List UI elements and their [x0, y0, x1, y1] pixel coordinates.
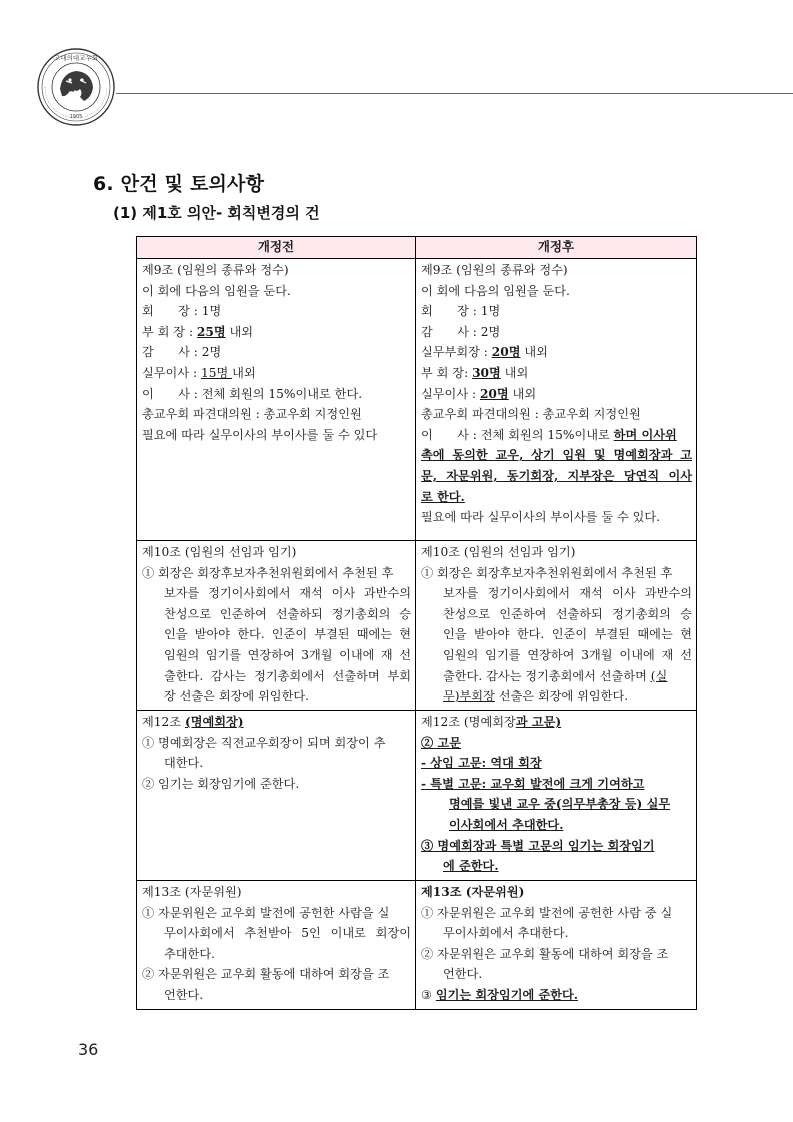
- agenda-subtitle: (1) 제1호 의안- 회칙변경의 건: [113, 204, 320, 222]
- page-number: 36: [78, 1040, 99, 1059]
- changed-text-line: ③ 임기는 회장임기에 준한다.: [421, 987, 579, 1002]
- text-line: 무)부회장 선출은 회장에 위임한다.: [443, 689, 629, 704]
- changed-text-line: 촉에 동의한 교우, 상기 임원 및 명예회장과 고: [421, 448, 692, 463]
- changed-value: 20명: [479, 386, 509, 401]
- text-line: 찬성으로 인준하여 선출하되 정기총회의 승: [164, 606, 411, 621]
- column-header-before: 개정전: [137, 237, 416, 259]
- text-line: ① 자문위원은 교우회 발전에 공헌한 사람 중 실: [421, 905, 673, 920]
- changed-text-line: 명예를 빛낸 교우 중(의무부총장 등) 실무: [449, 797, 671, 812]
- changed-value: 25명: [196, 324, 226, 339]
- cell-article-9-after: [416, 259, 697, 541]
- text-line: 이 사 : 전체 회원의 15%이내로 한다.: [142, 386, 363, 401]
- article-heading: 제9조 (임원의 종류와 정수): [421, 263, 568, 277]
- changed-text: 하며 이사위: [613, 427, 677, 442]
- cell-article-12-after: [416, 711, 697, 881]
- changed-value: 20명: [491, 345, 521, 360]
- text-line: 장 선출은 회장에 위임한다.: [164, 689, 310, 704]
- changed-text-line: ③ 명예회장과 특별 고문의 임기는 회장임기: [421, 838, 655, 853]
- cell-article-12-before: [137, 711, 416, 881]
- text-line: 출한다. 감사는 정기총회에서 선출하며 (실: [443, 668, 668, 683]
- text-line: 총교우회 파견대의원 : 총교우회 지정인원: [142, 407, 362, 422]
- changed-text-line: - 특별 고문: 교우회 발전에 크게 기여하고: [421, 776, 645, 791]
- section-title: 6. 안건 및 토의사항: [93, 173, 265, 195]
- text-line: 언한다.: [443, 967, 483, 982]
- text-line: 실무이사 : 15명 내외: [142, 365, 256, 380]
- changed-text-line: 에 준한다.: [443, 859, 499, 874]
- text-line: 실무이사 : 20명 내외: [421, 386, 537, 401]
- text-line: 무이사회에서 추대한다.: [443, 926, 569, 941]
- changed-text: 무)부회장: [443, 689, 495, 704]
- article-heading: 제10조 (임원의 선임과 임기): [421, 545, 576, 559]
- text-line: 부 회 장: 30명 내외: [421, 365, 529, 380]
- changed-text-line: 이사회에서 추대한다.: [449, 817, 564, 832]
- article-heading: 제12조 (명예회장과 고문): [421, 715, 562, 729]
- cell-article-9-before: [137, 259, 416, 541]
- text-line: ① 명예회장은 직전교우회장이 되며 회장이 추: [142, 735, 386, 750]
- text-line: 실무부회장 : 20명 내외: [421, 345, 548, 360]
- text-line: 필요에 따라 실무이사의 부이사를 둘 수 있다: [142, 427, 378, 442]
- text-line: 임원의 임기를 연장하여 3개월 이내에 재 선: [164, 647, 411, 662]
- article-heading: 제10조 (임원의 선임과 임기): [142, 545, 297, 559]
- text-line: ② 자문위원은 교우회 활동에 대하여 회장을 조: [142, 967, 390, 982]
- table-row-article-10: [137, 541, 697, 711]
- text-line: 추대한다.: [164, 946, 215, 961]
- text-line: 이 사 : 전체 회원의 15%이내로 하며 이사위: [421, 427, 677, 442]
- text-line: 회 장 : 1명: [142, 304, 222, 319]
- seal-year-text: 1905: [69, 114, 83, 120]
- article-heading: 제12조 (명예회장): [142, 715, 244, 729]
- text-line: ② 임기는 회장임기에 준한다.: [142, 776, 300, 791]
- text-line: ① 자문위원은 교우회 발전에 공헌한 사람을 실: [142, 905, 390, 920]
- text-line: 이 회에 다음의 임원을 둔다.: [142, 283, 291, 298]
- header-rule: [116, 93, 793, 94]
- text-line: 임원의 임기를 연장하여 3개월 이내에 재 선: [443, 647, 692, 662]
- text-line: 총교우회 파견대의원 : 총교우회 지정인원: [421, 407, 641, 422]
- changed-value: 15명: [200, 365, 233, 380]
- changed-value: 30명: [472, 365, 501, 380]
- table-row-article-12: [137, 711, 697, 881]
- cell-article-13-before: [137, 881, 416, 1010]
- changed-text-line: 문, 자문위원, 동기회장, 지부장은 당연직 이사: [421, 468, 692, 483]
- text-line: 감 사 : 2명: [421, 324, 501, 339]
- changed-text: 과 고문): [515, 715, 562, 729]
- text-line: 찬성으로 인준하여 선출하되 정기총회의 승: [443, 606, 692, 621]
- cell-article-10-after: [416, 541, 697, 711]
- text-line: 보자를 정기이사회에서 재석 이사 과반수의: [443, 586, 692, 601]
- article-heading: 제13조 (자문위원): [421, 885, 525, 899]
- changed-text: (실: [650, 668, 668, 683]
- text-line: 대한다.: [164, 756, 204, 771]
- text-line: 언한다.: [164, 987, 204, 1002]
- article-heading: 제9조 (임원의 종류와 정수): [142, 263, 289, 277]
- text-line: ② 자문위원은 교우회 활동에 대하여 회장을 조: [421, 946, 669, 961]
- table-row-article-9: [137, 259, 697, 541]
- seal-title-text: 고대의대교우회: [54, 54, 98, 62]
- association-seal-logo: [36, 47, 116, 127]
- column-header-after: 개정후: [416, 237, 697, 259]
- cell-article-10-before: [137, 541, 416, 711]
- text-line: ① 회장은 회장후보자추천위원회에서 추천된 후: [142, 565, 394, 580]
- text-line: 출한다. 감사는 정기총회에서 선출하며 부회: [164, 668, 411, 683]
- text-line: 회 장 : 1명: [421, 304, 501, 319]
- changed-text-line: - 상임 고문: 역대 회장: [421, 756, 542, 771]
- table-header-row: [137, 237, 697, 259]
- text-line: 인을 받아야 한다. 인준이 부결된 때에는 현: [443, 627, 692, 642]
- text-line: 보자를 정기이사회에서 재석 이사 과반수의: [164, 586, 411, 601]
- text-line: 무이사회에서 추천받아 5인 이내로 회장이: [164, 926, 411, 941]
- text-line: 인을 받아야 한다. 인준이 부결된 때에는 현: [164, 627, 411, 642]
- table-row-article-13: [137, 881, 697, 1010]
- text-line: 감 사 : 2명: [142, 345, 222, 360]
- changed-text: (명예회장): [184, 715, 244, 729]
- cell-article-13-after: [416, 881, 697, 1010]
- changed-text-line: ② 고문: [421, 735, 461, 750]
- text-line: 이 회에 다음의 임원을 둔다.: [421, 283, 570, 298]
- text-line: 부 회 장 : 25명 내외: [142, 324, 254, 339]
- changed-text-line: 로 한다.: [421, 489, 465, 504]
- bylaw-comparison-table: [136, 236, 697, 1010]
- text-line: 필요에 따라 실무이사의 부이사를 둘 수 있다.: [421, 510, 661, 525]
- article-heading: 제13조 (자문위원): [142, 885, 242, 899]
- text-line: ① 회장은 회장후보자추천위원회에서 추천된 후: [421, 565, 673, 580]
